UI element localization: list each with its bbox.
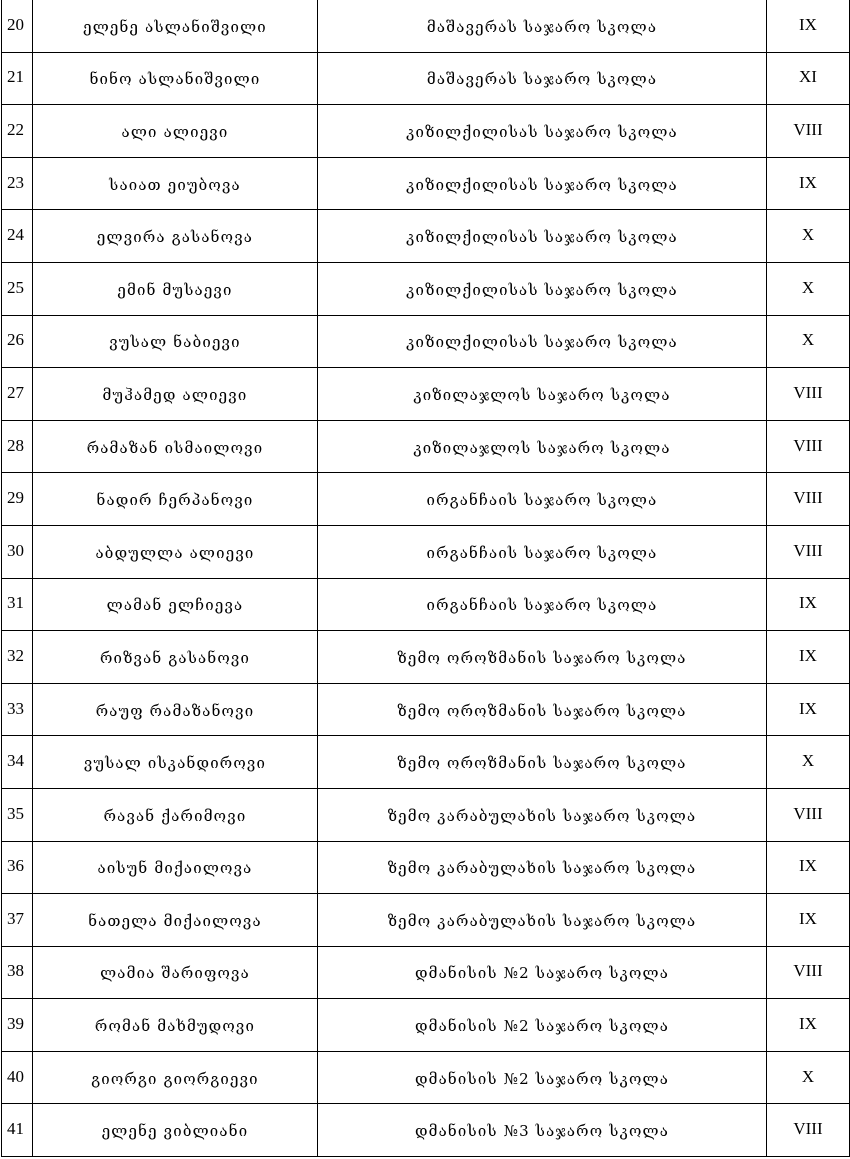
grade	[767, 105, 850, 158]
student-name	[33, 315, 318, 368]
school-name	[318, 0, 767, 52]
grade-text: IX	[799, 1014, 817, 1034]
school-name	[318, 683, 767, 736]
student-name-text: მუჰამედ ალიევი	[102, 385, 248, 404]
student-name-text: რომან მახმუდოვი	[94, 1017, 256, 1036]
school-name-text: კიზილაჯლოს საჯარო სკოლა	[413, 385, 671, 404]
grade	[767, 210, 850, 263]
table-row	[2, 946, 850, 999]
grade	[767, 1051, 850, 1104]
school-name-text: ზემო ოროზმანის საჯარო სკოლა	[397, 701, 687, 720]
student-name-text: ლამან ელჩიევა	[106, 596, 244, 615]
grade	[767, 52, 850, 105]
row-number-text: 36	[7, 856, 24, 876]
grade-text: X	[801, 277, 815, 297]
student-name	[33, 841, 318, 894]
grade-text: VIII	[793, 803, 823, 823]
student-name-text: ნინო ასლანიშვილი	[89, 70, 261, 89]
grade	[767, 578, 850, 631]
grade-text: X	[801, 225, 815, 245]
student-name-text: ნადირ ჩერპანოვი	[96, 491, 254, 510]
student-name	[33, 578, 318, 631]
row-number-text: 30	[7, 540, 24, 560]
row-number	[2, 1051, 33, 1104]
student-name	[33, 999, 318, 1052]
table-row	[2, 420, 850, 473]
student-name-text: საიათ ეიუბოვა	[109, 175, 241, 194]
grade	[767, 841, 850, 894]
table-row	[2, 368, 850, 421]
student-name	[33, 0, 318, 52]
student-name	[33, 683, 318, 736]
school-name-text: დმანისის №2 საჯარო სკოლა	[414, 1069, 670, 1088]
grade-text: VIII	[793, 382, 823, 402]
student-name	[33, 946, 318, 999]
student-name-text: ელვირა გასანოვა	[96, 228, 254, 247]
grade	[767, 788, 850, 841]
grade	[767, 946, 850, 999]
row-number	[2, 473, 33, 526]
school-name-text: კიზილქილისას საჯარო სკოლა	[406, 122, 678, 141]
grade	[767, 894, 850, 947]
school-name	[318, 368, 767, 421]
row-number	[2, 894, 33, 947]
school-name-text: მაშავერას საჯარო სკოლა	[426, 17, 658, 36]
table-row	[2, 631, 850, 684]
school-name-text: ირგანჩაის საჯარო სკოლა	[426, 543, 658, 562]
row-number	[2, 841, 33, 894]
school-name	[318, 105, 767, 158]
grade-text: VIII	[793, 488, 823, 508]
school-name	[318, 420, 767, 473]
grade-text: XI	[799, 67, 817, 87]
grade	[767, 157, 850, 210]
row-number-text: 41	[7, 1119, 24, 1139]
row-number-text: 20	[7, 14, 24, 34]
grade-text: IX	[799, 645, 817, 665]
row-number-text: 31	[7, 593, 24, 613]
student-name-text: ვუსალ ნაბიევი	[109, 333, 241, 352]
row-number-text: 40	[7, 1066, 24, 1086]
table-row	[2, 473, 850, 526]
grade	[767, 473, 850, 526]
table-row	[2, 525, 850, 578]
row-number-text: 34	[7, 751, 24, 771]
grade-text: IX	[799, 908, 817, 928]
student-name-text: გიორგი გიორგიევი	[91, 1069, 259, 1088]
student-name	[33, 788, 318, 841]
student-name	[33, 105, 318, 158]
school-name-text: კიზილაჯლოს საჯარო სკოლა	[413, 438, 671, 457]
row-number	[2, 683, 33, 736]
student-name-text: აბდულლა ალიევი	[95, 543, 255, 562]
row-number	[2, 105, 33, 158]
student-name	[33, 157, 318, 210]
school-name-text: მაშავერას საჯარო სკოლა	[426, 70, 658, 89]
student-name-text: ლამია შარიფოვა	[100, 964, 250, 983]
row-number-text: 24	[7, 225, 24, 245]
table-row	[2, 788, 850, 841]
student-name-text: ალი ალიევი	[121, 122, 229, 141]
row-number	[2, 788, 33, 841]
student-name-text: ნათელა მიქაილოვა	[88, 911, 262, 930]
row-number-text: 23	[7, 172, 24, 192]
school-name	[318, 262, 767, 315]
student-name	[33, 420, 318, 473]
school-name-text: დმანისის №2 საჯარო სკოლა	[414, 964, 670, 983]
student-name	[33, 52, 318, 105]
student-name	[33, 894, 318, 947]
row-number	[2, 210, 33, 263]
student-name	[33, 368, 318, 421]
student-name-text: ელენე ვიბლიანი	[101, 1122, 249, 1141]
student-name-text: ვუსალ ისკანდიროვი	[83, 754, 267, 773]
student-name	[33, 210, 318, 263]
table-row	[2, 315, 850, 368]
row-number-text: 21	[7, 67, 24, 87]
student-name	[33, 736, 318, 789]
grade-text: X	[801, 1066, 815, 1086]
row-number	[2, 315, 33, 368]
school-name	[318, 788, 767, 841]
student-name	[33, 1104, 318, 1157]
table-row	[2, 841, 850, 894]
school-name-text: ზემო ოროზმანის საჯარო სკოლა	[397, 648, 687, 667]
student-name-text: რიზვან გასანოვი	[99, 648, 251, 667]
school-name	[318, 1104, 767, 1157]
student-name	[33, 631, 318, 684]
table-row	[2, 157, 850, 210]
grade	[767, 525, 850, 578]
school-name	[318, 315, 767, 368]
grade-text: X	[801, 330, 815, 350]
table-row	[2, 999, 850, 1052]
school-name-text: ზემო კარაბულახის საჯარო სკოლა	[387, 806, 697, 825]
school-name	[318, 999, 767, 1052]
school-name	[318, 578, 767, 631]
school-name-text: კიზილქილისას საჯარო სკოლა	[406, 280, 678, 299]
grade	[767, 1104, 850, 1157]
row-number	[2, 420, 33, 473]
student-name-text: რაუფ რამაზანოვი	[95, 701, 255, 720]
grade	[767, 631, 850, 684]
row-number	[2, 0, 33, 52]
grade-text: VIII	[793, 1119, 823, 1139]
student-name-text: ემინ მუსაევი	[117, 280, 233, 299]
student-name-text: ელენე ასლანიშვილი	[83, 17, 267, 36]
table-row	[2, 0, 850, 52]
student-name	[33, 525, 318, 578]
school-name	[318, 841, 767, 894]
row-number-text: 37	[7, 908, 24, 928]
row-number	[2, 525, 33, 578]
row-number	[2, 946, 33, 999]
row-number-text: 22	[7, 119, 24, 139]
school-name-text: დმანისის №3 საჯარო სკოლა	[414, 1122, 670, 1141]
school-name-text: კიზილქილისას საჯარო სკოლა	[406, 228, 678, 247]
table-row	[2, 105, 850, 158]
table-row	[2, 683, 850, 736]
school-name-text: ზემო კარაბულახის საჯარო სკოლა	[387, 911, 697, 930]
grade-text: IX	[799, 593, 817, 613]
row-number-text: 25	[7, 277, 24, 297]
row-number	[2, 1104, 33, 1157]
grade-text: VIII	[793, 119, 823, 139]
school-name	[318, 52, 767, 105]
row-number	[2, 631, 33, 684]
school-name	[318, 631, 767, 684]
table-row	[2, 578, 850, 631]
school-name	[318, 894, 767, 947]
row-number	[2, 157, 33, 210]
table-row	[2, 52, 850, 105]
student-name-text: რამაზან ისმაილოვი	[86, 438, 264, 457]
table-row	[2, 736, 850, 789]
student-name-text: რავან ქარიმოვი	[103, 806, 247, 825]
row-number	[2, 262, 33, 315]
grade-text: VIII	[793, 540, 823, 560]
row-number-text: 28	[7, 435, 24, 455]
row-number	[2, 578, 33, 631]
school-name-text: ზემო ოროზმანის საჯარო სკოლა	[397, 754, 687, 773]
row-number-text: 26	[7, 330, 24, 350]
row-number-text: 32	[7, 645, 24, 665]
school-name-text: ირგანჩაის საჯარო სკოლა	[426, 596, 658, 615]
row-number	[2, 736, 33, 789]
table-row	[2, 210, 850, 263]
row-number-text: 35	[7, 803, 24, 823]
row-number	[2, 999, 33, 1052]
grade	[767, 736, 850, 789]
student-roster-table	[1, 0, 850, 1157]
grade	[767, 0, 850, 52]
grade	[767, 999, 850, 1052]
grade	[767, 420, 850, 473]
grade-text: VIII	[793, 961, 823, 981]
row-number-text: 38	[7, 961, 24, 981]
grade	[767, 262, 850, 315]
grade-text: X	[801, 751, 815, 771]
grade-text: IX	[799, 14, 817, 34]
row-number-text: 29	[7, 488, 24, 508]
school-name-text: ირგანჩაის საჯარო სკოლა	[426, 491, 658, 510]
row-number	[2, 368, 33, 421]
grade-text: IX	[799, 172, 817, 192]
student-name	[33, 1051, 318, 1104]
row-number-text: 39	[7, 1014, 24, 1034]
grade	[767, 368, 850, 421]
student-name	[33, 473, 318, 526]
grade-text: IX	[799, 856, 817, 876]
grade-text: VIII	[793, 435, 823, 455]
school-name	[318, 157, 767, 210]
row-number	[2, 52, 33, 105]
table-row	[2, 1051, 850, 1104]
grade-text: IX	[799, 698, 817, 718]
table-row	[2, 262, 850, 315]
school-name	[318, 473, 767, 526]
grade	[767, 683, 850, 736]
school-name	[318, 210, 767, 263]
school-name	[318, 946, 767, 999]
school-name-text: დმანისის №2 საჯარო სკოლა	[414, 1017, 670, 1036]
roster-body	[2, 0, 850, 1157]
school-name	[318, 525, 767, 578]
grade	[767, 315, 850, 368]
student-name-text: აისუნ მიქაილოვა	[97, 859, 253, 878]
school-name	[318, 1051, 767, 1104]
table-row	[2, 1104, 850, 1157]
school-name-text: კიზილქილისას საჯარო სკოლა	[406, 333, 678, 352]
row-number-text: 27	[7, 382, 24, 402]
school-name-text: ზემო კარაბულახის საჯარო სკოლა	[387, 859, 697, 878]
table-row	[2, 894, 850, 947]
school-name-text: კიზილქილისას საჯარო სკოლა	[406, 175, 678, 194]
student-name	[33, 262, 318, 315]
row-number-text: 33	[7, 698, 24, 718]
school-name	[318, 736, 767, 789]
